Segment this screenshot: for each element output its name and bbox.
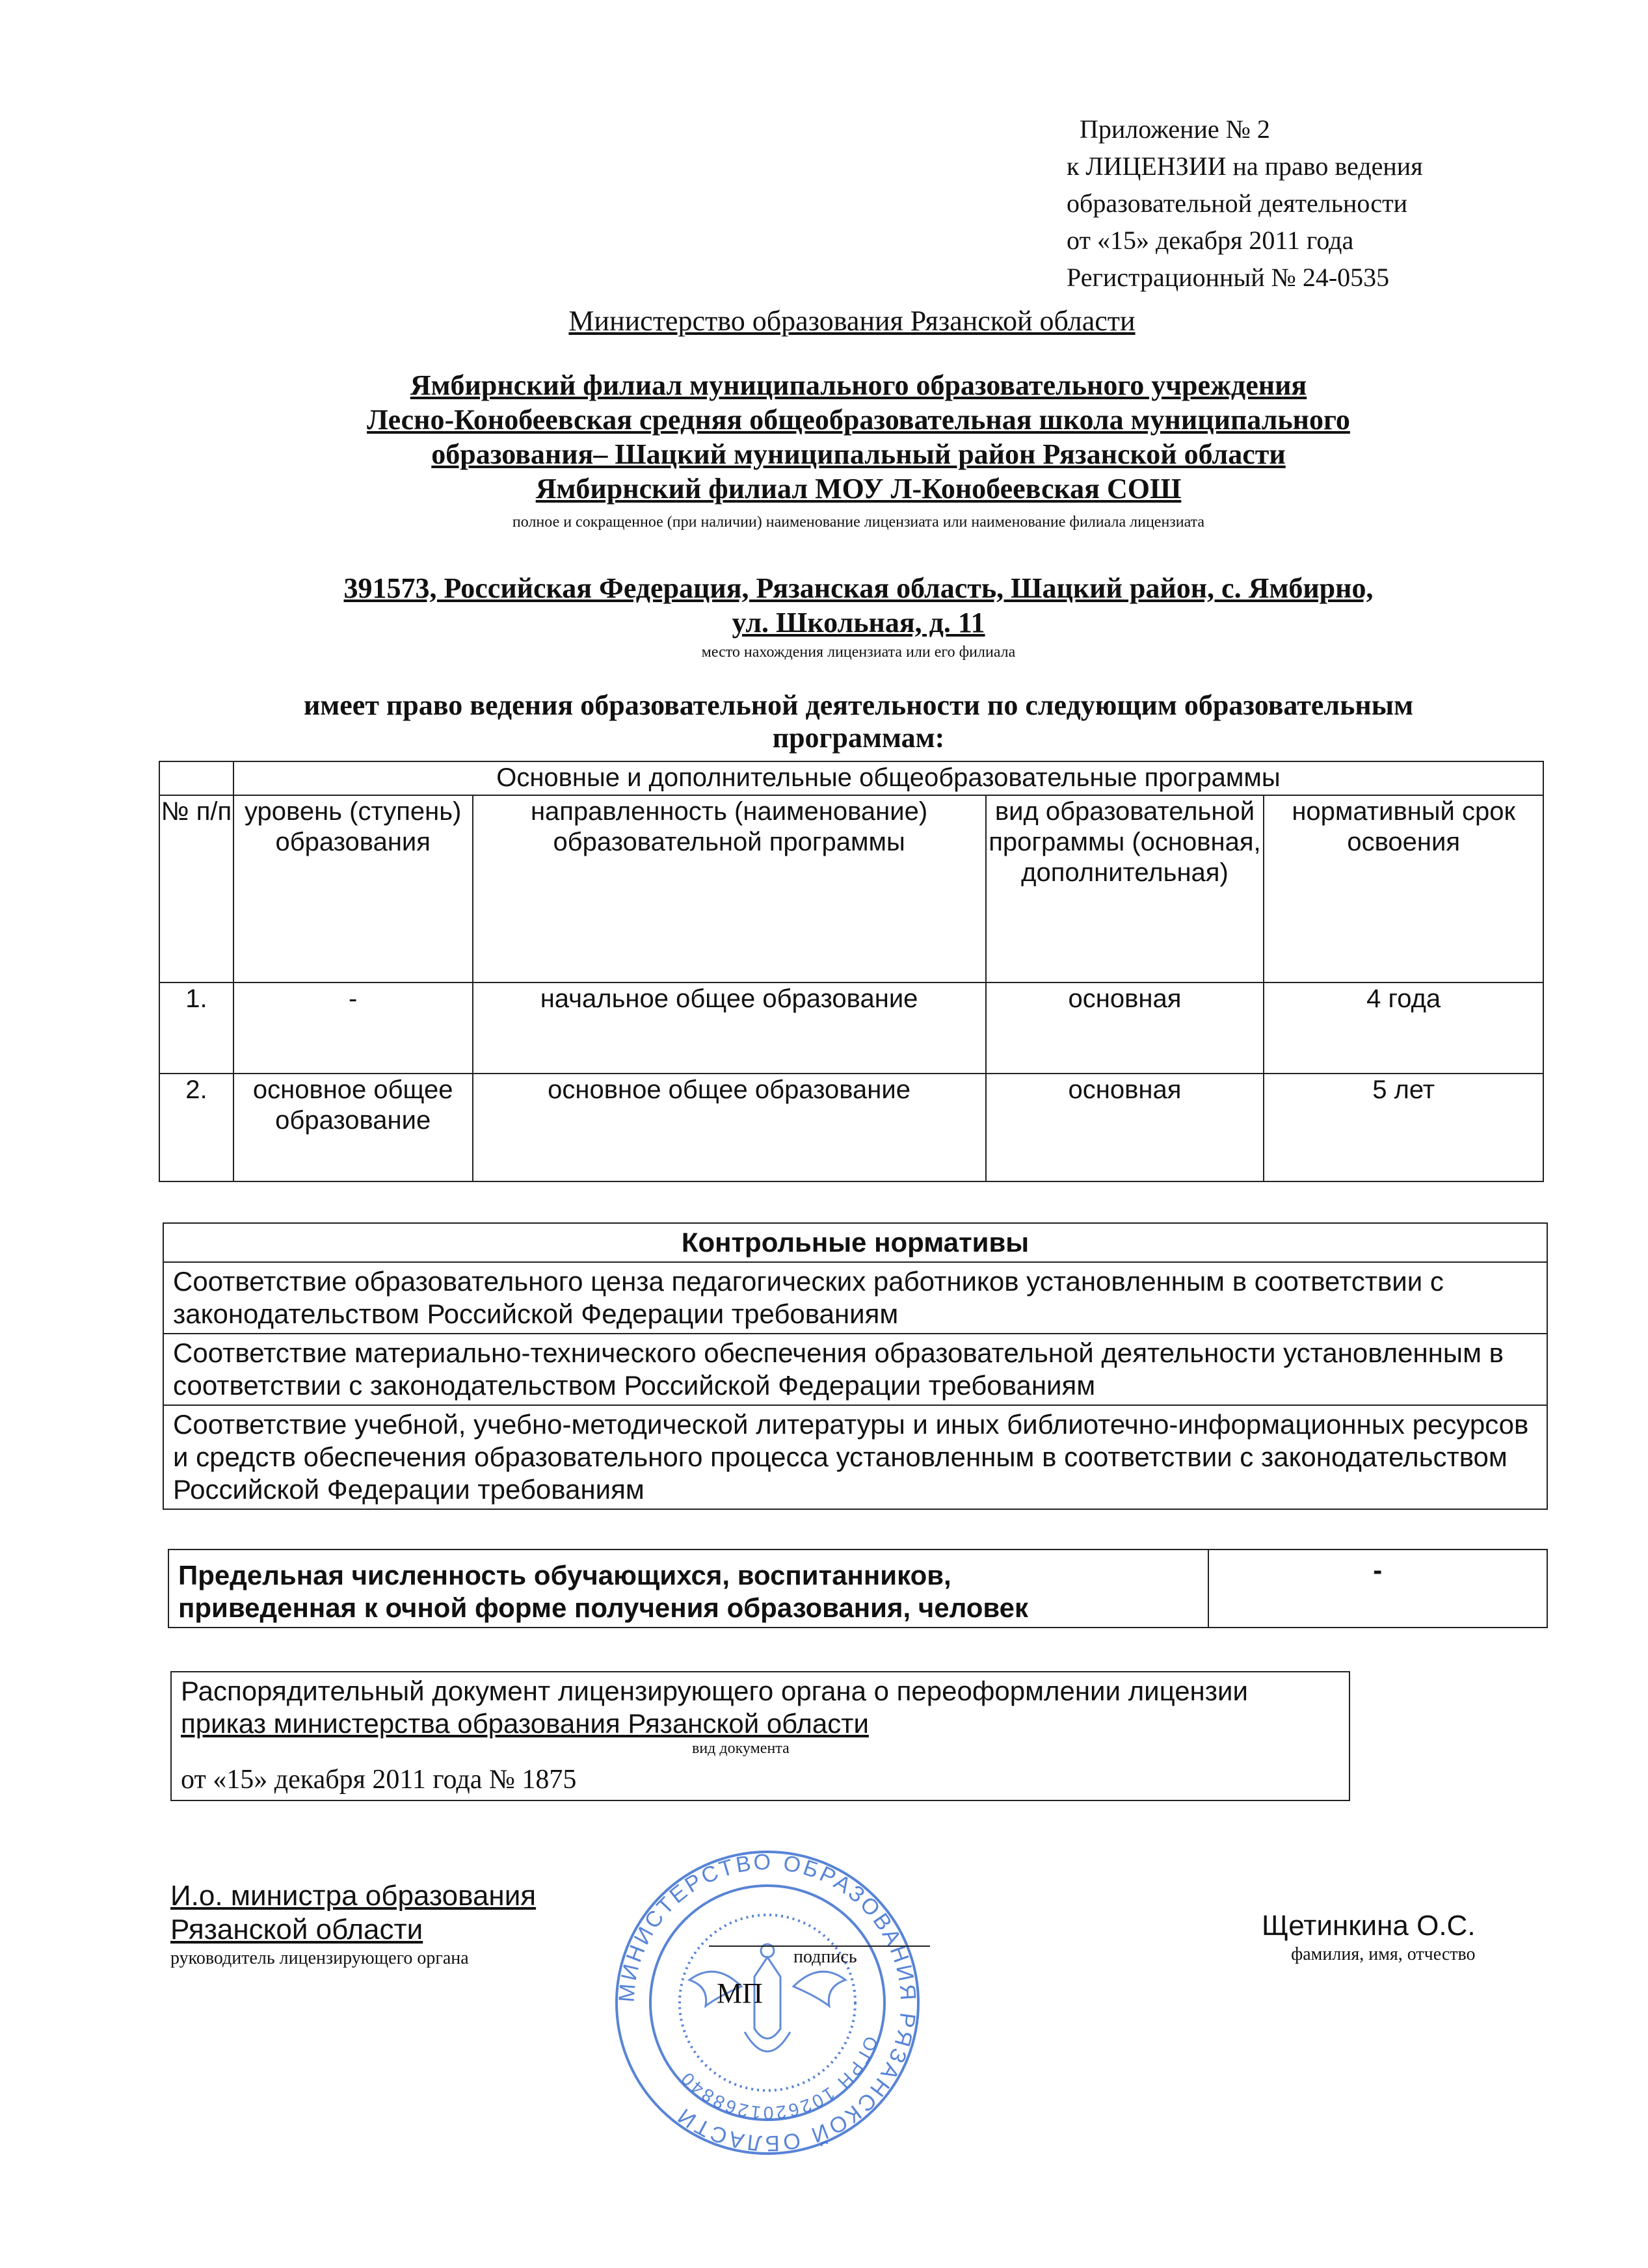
has-right-line-1: имеет право ведения образовательной деятельности по следующим образовательным	[303, 689, 1414, 721]
control-norm-2: Соответствие материально-технического обеспечения образовательной деятельности установленным в соответствии с законодательством Российской Федерации требованиям	[163, 1334, 1547, 1405]
row-number: 2.	[159, 1074, 233, 1181]
order-doc-type: приказ министерства образования Рязанской области	[181, 1708, 869, 1739]
enrollment-limit-label-1: Предельная численность обучающихся, воспитанников,	[178, 1560, 951, 1590]
licensee-address	[195, 571, 1522, 640]
enrollment-limit-value: -	[1208, 1549, 1547, 1628]
has-right-line-2: программам:	[772, 722, 945, 754]
licensee-name	[195, 368, 1522, 506]
order-document-box	[170, 1671, 1350, 1801]
seal-place-mark: МП	[717, 1977, 763, 2009]
control-norms-header: Контрольные нормативы	[163, 1223, 1547, 1262]
address-line-1: 391573, Российская Федерация, Рязанская область, Шацкий район, с. Ямбирно,	[343, 572, 1374, 604]
seal-inner-text: ОГРН 1026201268840	[676, 2033, 882, 2124]
programs-table	[159, 761, 1544, 1182]
signatory-caption: руководитель лицензирующего органа	[170, 1948, 469, 1968]
signatory-name-caption: фамилия, имя, отчество	[1291, 1944, 1476, 1964]
table-row	[159, 982, 1543, 1074]
seal-outer-text: МИНИСТЕРСТВО ОБРАЗОВАНИЯ РЯЗАНСКОЙ ОБЛАСТИ	[614, 1849, 921, 2156]
signatory-position-1: И.о. министра образования	[170, 1880, 537, 1912]
signature-caption: подпись	[793, 1947, 857, 1967]
row-term: 5 лет	[1264, 1074, 1543, 1181]
list-item	[163, 1262, 1547, 1334]
has-right-heading	[195, 689, 1522, 754]
row-direction: основное общее образование	[473, 1074, 986, 1181]
licensee-line-1: Ямбирнский филиал муниципального образовательного учреждения	[410, 369, 1307, 401]
row-level: основное общее образование	[233, 1074, 473, 1181]
col-kind-header: вид образовательной программы (основная, дополнительная)	[986, 795, 1264, 982]
row-kind: основная	[986, 1074, 1264, 1181]
list-item	[163, 1334, 1547, 1405]
control-norms-table	[163, 1222, 1548, 1510]
licensee-line-2: Лесно-Конобеевская средняя общеобразовательная школа муниципального	[367, 404, 1350, 436]
control-norm-3: Соответствие учебной, учебно-методической литературы и иных библиотечно-информационных ресурсов и средств обеспечения образовательного процесса установленным в соответствии с законодательством Российской Федерации требованиям	[163, 1405, 1547, 1509]
ministry-title-text: Министерство образования Рязанской области	[568, 305, 1136, 337]
row-term: 4 года	[1264, 982, 1543, 1074]
annex-date: от «15» декабря 2011 года	[1067, 226, 1354, 255]
programs-header-blank	[159, 761, 233, 795]
annex-number: Приложение № 2	[1080, 114, 1270, 144]
annex-activity: образовательной деятельности	[1067, 189, 1407, 218]
annex-license-ref: к ЛИЦЕНЗИИ на право ведения	[1067, 152, 1423, 181]
row-level: -	[233, 982, 473, 1074]
annex-header	[1067, 111, 1423, 296]
col-term-header: нормативный срок освоения	[1264, 795, 1543, 982]
col-level-header: уровень (ступень) образования	[233, 795, 473, 982]
programs-group-header: Основные и дополнительные общеобразовательные программы	[233, 761, 1543, 795]
enrollment-limit-label-2: приведенная к очной форме получения образования, человек	[178, 1592, 1029, 1623]
signatory-name-block	[1262, 1909, 1476, 1966]
control-norm-1: Соответствие образовательного ценза педагогических работников установленным в соответствии с законодательством Российской Федерации требованиям	[163, 1262, 1547, 1334]
order-title: Распорядительный документ лицензирующего органа о переоформлении лицензии	[181, 1676, 1248, 1706]
annex-reg-number: Регистрационный № 24-0535	[1067, 263, 1390, 292]
row-kind: основная	[986, 982, 1264, 1074]
seal-icon	[611, 1847, 924, 2159]
signatory-name: Щетинкина О.С.	[1262, 1910, 1476, 1942]
licensee-line-3: образования– Шацкий муниципальный район Рязанской области	[431, 438, 1286, 470]
address-line-2: ул. Школьная, д. 11	[732, 607, 985, 639]
enrollment-limit-table	[168, 1549, 1548, 1628]
address-caption: место нахождения лицензиата или его филиала	[701, 644, 1016, 661]
row-direction: начальное общее образование	[473, 982, 986, 1074]
ministry-title	[0, 304, 1648, 337]
enrollment-limit-label	[168, 1549, 1208, 1628]
list-item	[163, 1405, 1547, 1509]
col-direction-header: направленность (наименование) образовательной программы	[473, 795, 986, 982]
official-seal-stamp	[611, 1847, 924, 2162]
signatory-position-2: Рязанской области	[170, 1914, 423, 1945]
signatory-block	[170, 1879, 536, 1970]
licensee-caption: полное и сокращенное (при наличии) наименование лицензиата или наименование филиала лицензиата	[512, 514, 1205, 531]
order-doc-caption: вид документа	[692, 1740, 790, 1757]
col-number-header: № п/п	[159, 795, 233, 982]
licensee-line-4: Ямбирнский филиал МОУ Л-Конобеевская СОШ	[535, 473, 1182, 505]
row-number: 1.	[159, 982, 233, 1074]
order-date: от «15» декабря 2011 года № 1875	[181, 1765, 577, 1795]
table-row	[159, 1074, 1543, 1181]
